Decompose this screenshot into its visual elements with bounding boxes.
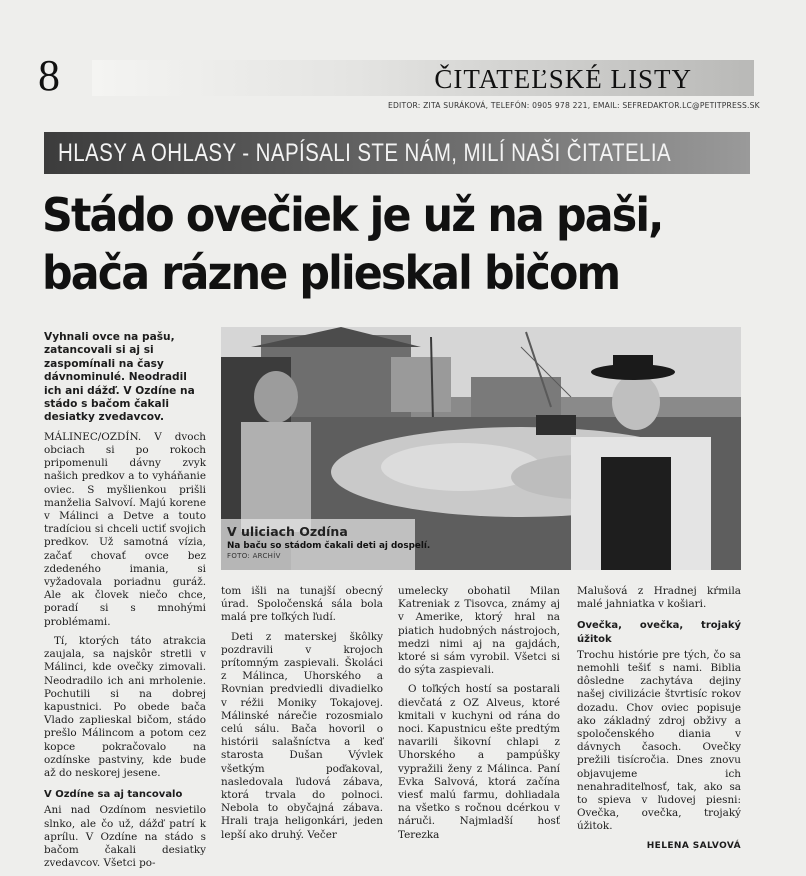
- paragraph: umelecky obohatil Milan Katreniak z Tisovca, známy aj v Amerike, ktorý hral na piatich hudobných nástrojoch, medzi nimi aj na gajdách, ktoré si sám vyrobil. Všetci si do sýta zaspievali.: [398, 585, 560, 677]
- subheading: Ovečka, ovečka, trojaký úžitok: [577, 620, 741, 645]
- article-column-3: [398, 585, 560, 848]
- paragraph: Malušová z Hradnej kŕmila malé jahniatka v košiari.: [577, 585, 741, 611]
- article-photo: [221, 327, 741, 570]
- paragraph: tom išli na tunajší obecný úrad. Spoločenská sála bola malá pre toľkých ľudí.: [221, 585, 383, 624]
- photo-caption-title: V uliciach Ozdína: [227, 524, 348, 539]
- paragraph: Trochu histórie pre tých, čo sa nemohli tešiť s nami. Biblia dôsledne zachytáva dejiny našej civilizácie štvrtisíc rokov dozadu. Chov oviec popisuje ako základný zdroj obživy a spoločenského diania v dávnych časoch. Ovečky prežili tisícročia. Dnes znovu objavujeme ich nenahraditeľnosť, tak, ako sa to spieva v ľudovej piesni: Ovečka, ovečka, trojaký úžitok.: [577, 648, 741, 833]
- paragraph: Tí, ktorých táto atrakcia zaujala, sa najskôr stretli v Málinci, kde ovečky zimovali. Neodradilo ich ani mrholenie. Pochutili si na dobrej kapustnici. Po obede bača Vlado zaplieskal bičom, stádo prešlo Málincom a potom cez kopce pokračovalo na ozdínske pastviny, kde bude až do neskorej jesene.: [44, 634, 206, 779]
- article-column-4: [577, 585, 741, 853]
- article-lead: Vyhnali ovce na pašu, zatancovali si aj si zaspomínali na časy dávnominulé. Neodradil ich ani dážď. V Ozdíne na stádo s bačom čakali desiatky zvedavcov.: [44, 331, 195, 424]
- article-headline: [42, 186, 752, 302]
- paragraph: Deti z materskej škôlky pozdravili v krojoch prítomným zaspievali. Školáci z Málinca, Uhorského a Rovnian predviedli divadielko v réžii Moniky Tokajovej. Málinské nárečie rozosmialo celú sálu. Bača hovoril o histórii salašníctva a keď starosta Dušan Vývlek všetkým poďakoval, nasledovala ľudová zábava, ktorá trvala do polnoci. Nebola to obyčajná zábava. Hrali traja heligonkári, jeden lepší ako druhý. Večer: [221, 630, 383, 841]
- subheading: V Ozdíne sa aj tancovalo: [44, 789, 183, 801]
- article-column-2: [221, 585, 383, 848]
- photo-caption-text: Na baču so stádom čakali deti aj dospelí.: [227, 541, 431, 551]
- headline-line-1: Stádo ovečiek je už na paši,: [42, 188, 663, 242]
- rubric-banner-text: HLASY A OHLASY - NAPÍSALI STE NÁM, MILÍ NAŠI ČITATELIA: [58, 139, 672, 167]
- paragraph: MÁLINEC/OZDÍN. V dvoch obciach si po rokoch pripomenuli dávny zvyk našich predkov a to vyháňanie oviec. S myšlienkou prišli manželia Salvoví. Majú korene v Málinci a Detve a touto tradíciou si chceli uctiť svojich predkov. Už samotná vízia, začať chovať ovce bez zdedeného imania, si vyžadovala poriadnu guráž. Ale ak človek niečo chce, poradí si s mnohými problémami.: [44, 430, 206, 628]
- editor-contact-line: EDITOR: ZITA SURÁKOVÁ, TELEFÓN: 0905 978 221, EMAIL: SEFREDAKTOR.LC@PETITPRESS.SK: [388, 101, 760, 110]
- author-signature: HELENA SALVOVÁ: [646, 840, 741, 851]
- photo-credit: FOTO: ARCHÍV: [227, 552, 281, 560]
- paragraph: Ani nad Ozdínom nesvietilo slnko, ale čo už, dážď patrí k aprílu. V Ozdíne na stádo s bačom čakali desiatky zvedavcov. Všetci po-: [44, 804, 206, 870]
- page-number: 8: [38, 51, 60, 100]
- article-column-1: [44, 331, 206, 876]
- section-title: ČITATEĽSKÉ LISTY: [434, 64, 692, 94]
- photo-caption: [221, 519, 431, 570]
- headline-line-2: bača rázne plieskal bičom: [42, 246, 620, 300]
- paragraph: O toľkých hostí sa postarali dievčatá z OZ Alveus, ktoré kmitali v kuchyni od rána do noci. Kapustnicu ešte predtým navarili šikovní chlapi z Uhorského a pampúšky vypražili ženy z Málinca. Paní Evka Salvová, ktorá začína viesť malú farmu, dohliadala na všetko s ročnou dcérkou v náruči. Najmladší hosť Terezka: [398, 683, 560, 841]
- rubric-banner: [44, 132, 750, 174]
